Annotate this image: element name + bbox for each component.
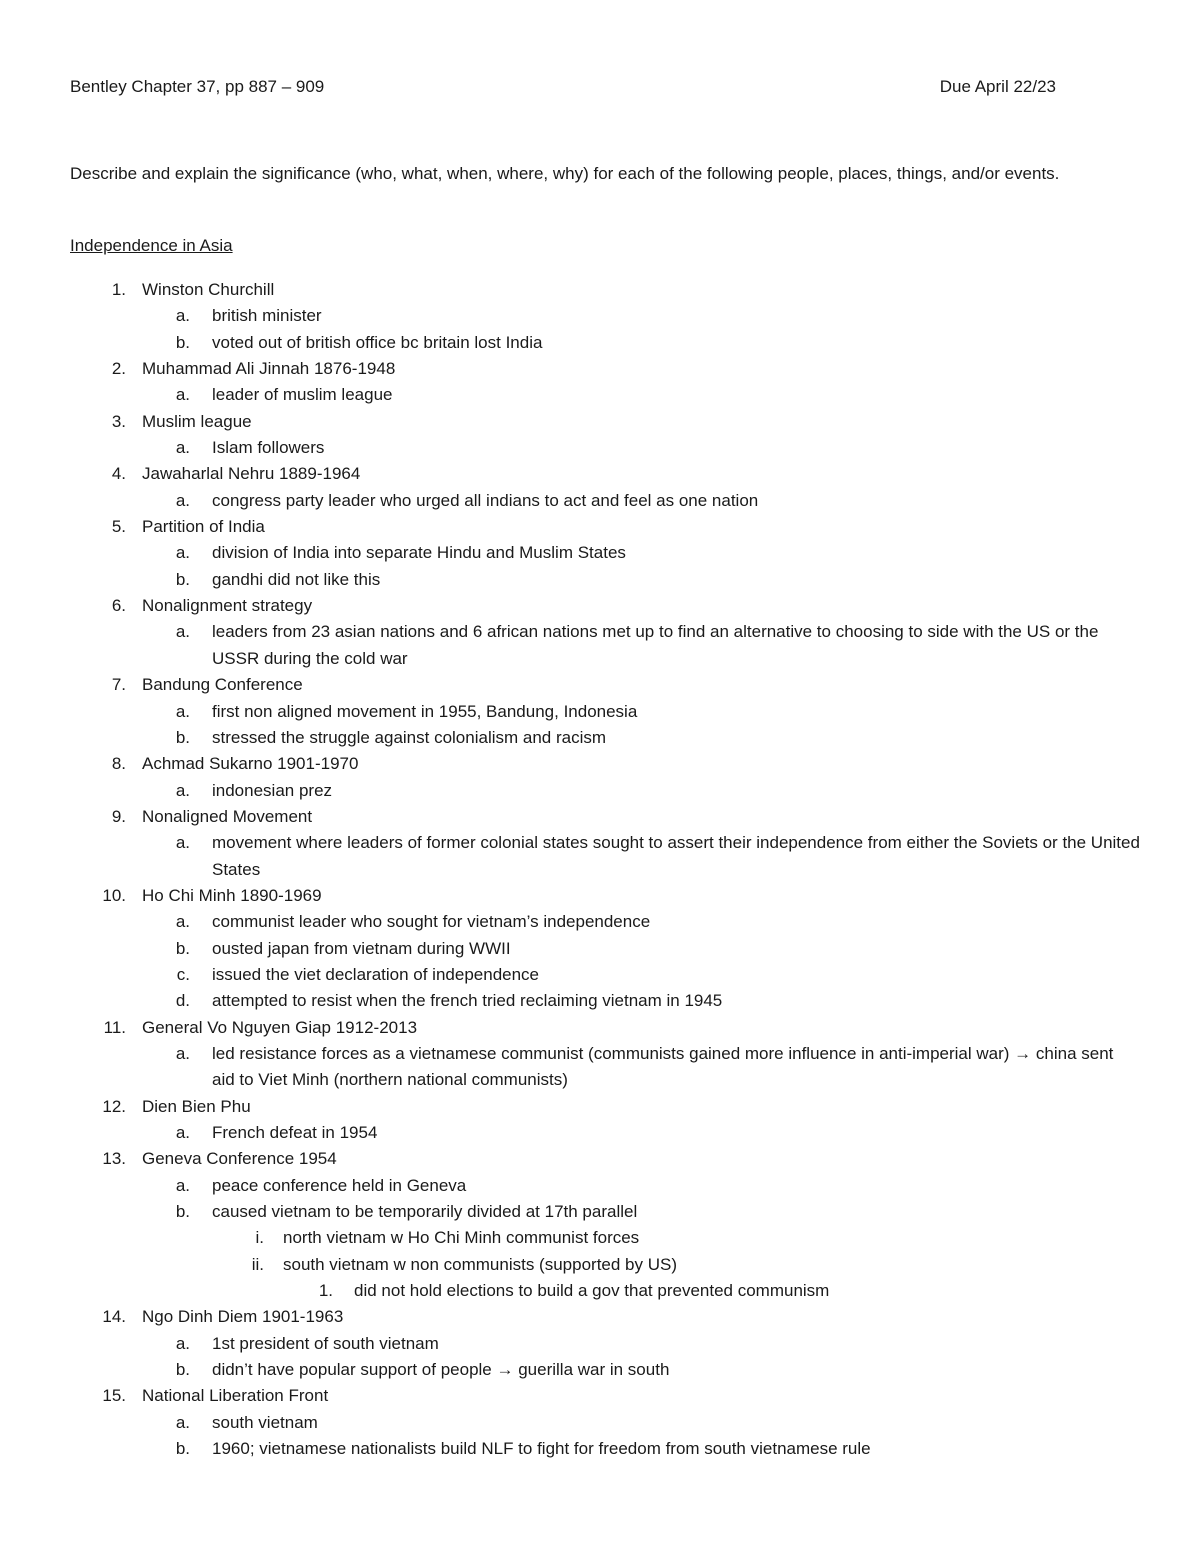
outline-note [70,778,1140,804]
outline-marker: b. [175,727,190,747]
outline-marker: a. [175,1123,190,1142]
outline-marker: 12. [102,1096,126,1116]
outline-row [70,567,1140,593]
outline-row [70,1015,1140,1041]
outline-marker: 1. [318,1281,333,1301]
term-text: Achmad Sukarno 1901-1970 [142,754,359,774]
outline-marker: 10. [102,885,126,905]
outline-note [70,909,1140,935]
outline-sublist [70,1120,1140,1146]
note-text: leaders from 23 asian nations and 6 african nations met up to find an alternative to choosing to side with the US or the USSR during the cold war [212,622,1099,668]
outline-row [70,751,1140,777]
note-text: british minister [212,306,322,326]
note-text: voted out of british office bc britain lost India [212,332,543,352]
outline-note [70,725,1140,751]
outline-note [70,567,1140,593]
outline-sublist [70,382,1140,408]
outline-note [70,488,1140,514]
outline-marker: 8. [111,754,126,774]
outline-marker: b. [175,1202,190,1222]
outline-marker: b. [175,569,190,589]
outline-sublist [70,1173,1140,1305]
outline-term [70,356,1140,409]
outline-marker: a. [175,385,190,405]
outline-marker: a. [175,1412,190,1432]
outline-note [70,830,1140,883]
outline-term [70,461,1140,514]
note-text: led resistance forces as a vietnamese communist (communists gained more influence in anti-imperial war) → china sent aid to Viet Minh (northern national communists) [212,1043,1114,1090]
outline-row [70,804,1140,830]
outline-marker: a. [175,306,190,326]
outline-note [70,303,1140,329]
outline-sublist [70,1331,1140,1384]
outline-marker: 11. [103,1017,126,1037]
outline-row [70,1120,1140,1146]
outline-marker: 15. [102,1386,126,1406]
outline-term [70,1304,1140,1383]
outline-term [70,804,1140,883]
outline-marker: 1. [111,280,126,299]
outline-marker: a. [175,1333,190,1353]
outline-term [70,1094,1140,1147]
outline-term [70,1383,1140,1462]
outline-row [70,1094,1140,1120]
outline-note [70,1120,1140,1146]
note-text: Islam followers [212,438,325,458]
page-header [70,74,1056,100]
outline-marker: i. [255,1228,264,1248]
outline-term [70,672,1140,751]
outline-marker: a. [175,1175,190,1195]
due-date: Due April 22/23 [939,77,1056,96]
outline-sublist [70,303,1140,356]
outline-row [70,1331,1140,1357]
outline-sublist [70,619,1140,672]
term-text: Dien Bien Phu [142,1096,251,1116]
outline-marker: a. [175,912,190,932]
outline-term [70,751,1140,804]
term-text: Winston Churchill [142,280,275,299]
outline-row [70,1383,1140,1409]
outline-term [70,514,1140,593]
term-text: Muslim league [142,411,252,431]
outline-marker: b. [175,938,190,958]
outline-row [70,1278,1140,1304]
outline-note [70,1278,1140,1304]
outline-note [70,1410,1140,1436]
outline-note [70,435,1140,461]
outline-row [70,540,1140,566]
outline-marker: 14. [102,1307,126,1327]
outline-list [70,277,1140,1462]
note-text: indonesian prez [212,780,333,800]
outline-marker: a. [175,438,190,458]
note-text: 1st president of south vietnam [212,1333,439,1353]
outline-note [70,619,1140,672]
outline-note [70,936,1140,962]
outline-note [70,1041,1140,1094]
outline-marker: 5. [111,517,126,537]
outline-row [70,514,1140,540]
note-text: ousted japan from vietnam during WWII [212,938,511,958]
note-text: 1960; vietnamese nationalists build NLF to fight for freedom from south vietnamese rule [212,1439,871,1459]
outline-row [70,277,1140,303]
note-text: issued the viet declaration of independence [212,964,540,984]
note-text: north vietnam w Ho Chi Minh communist forces [283,1228,640,1248]
outline-note [70,1225,1140,1251]
outline-row [70,1357,1140,1383]
outline-sublist [70,778,1140,804]
outline-marker: a. [175,490,190,510]
note-text: gandhi did not like this [212,569,381,589]
outline-note [70,1199,1140,1304]
outline-row [70,435,1140,461]
term-text: Geneva Conference 1954 [142,1149,337,1169]
outline-sublist [70,1041,1140,1094]
outline-row [70,330,1140,356]
outline-term [70,277,1140,356]
outline-sublist [70,488,1140,514]
term-text: Bandung Conference [142,675,303,695]
outline-marker: c. [176,964,190,984]
outline-row [70,988,1140,1014]
outline-row [70,461,1140,487]
outline-note [70,1331,1140,1357]
outline-marker: a. [175,1043,190,1063]
outline-sublist [70,699,1140,752]
outline-sublist [70,435,1140,461]
outline-term [70,593,1140,672]
term-text: Muhammad Ali Jinnah 1876-1948 [142,359,396,379]
term-text: Ho Chi Minh 1890-1969 [142,885,322,905]
outline-row [70,909,1140,935]
outline-row [70,356,1140,382]
note-text: congress party leader who urged all indians to act and feel as one nation [212,490,759,510]
outline-sublist [70,1278,1140,1304]
outline-row [70,962,1140,988]
outline-row [70,488,1140,514]
outline-note [70,1357,1140,1383]
outline-term [70,1146,1140,1304]
term-text: Jawaharlal Nehru 1889-1964 [142,464,361,484]
outline-sublist [70,830,1140,883]
note-text: didn’t have popular support of people → guerilla war in south [212,1360,670,1380]
note-text: division of India into separate Hindu and Muslim States [212,543,626,563]
note-text: peace conference held in Geneva [212,1175,467,1195]
outline-row [70,778,1140,804]
term-text: Ngo Dinh Diem 1901-1963 [142,1307,344,1327]
note-text: movement where leaders of former colonial states sought to assert their independence from either the Soviets or the United States [212,833,1140,879]
outline-row [70,1199,1140,1225]
note-text: French defeat in 1954 [212,1123,378,1142]
outline-row [70,1041,1140,1094]
outline-term [70,409,1140,462]
outline-marker: 6. [111,596,126,616]
outline-sublist [70,1225,1140,1304]
outline-row [70,1436,1140,1462]
section-title: Independence in Asia [70,236,233,255]
outline-note [70,988,1140,1014]
chapter-reference: Bentley Chapter 37, pp 887 – 909 [70,77,325,96]
outline-marker: b. [175,332,190,352]
outline-note [70,1173,1140,1199]
note-text: south vietnam [212,1412,318,1432]
outline-marker: a. [175,543,190,563]
term-text: National Liberation Front [142,1386,329,1406]
note-text: caused vietnam to be temporarily divided at 17th parallel [212,1202,638,1222]
outline-marker: a. [175,833,190,853]
outline-row [70,409,1140,435]
note-text: leader of muslim league [212,385,393,405]
outline-marker: 13. [102,1149,126,1169]
term-text: Partition of India [142,517,265,537]
outline-marker: 4. [111,464,126,484]
term-text: General Vo Nguyen Giap 1912-2013 [142,1017,418,1037]
outline-note [70,330,1140,356]
outline-sublist [70,1410,1140,1463]
outline-note [70,540,1140,566]
outline-row [70,883,1140,909]
note-text: attempted to resist when the french tried reclaiming vietnam in 1945 [212,991,723,1011]
note-text: communist leader who sought for vietnam’s independence [212,912,651,932]
outline-term [70,883,1140,1015]
outline-note [70,699,1140,725]
outline-note [70,382,1140,408]
outline-marker: b. [175,1439,190,1459]
outline-row [70,593,1140,619]
outline-marker: 2. [111,359,126,379]
outline-marker: 3. [111,411,126,431]
outline-note [70,1252,1140,1305]
outline-marker: 7. [111,675,126,695]
outline-row [70,1146,1140,1172]
outline-row [70,1252,1140,1278]
outline-marker: a. [175,780,190,800]
outline-row [70,672,1140,698]
outline-row [70,1410,1140,1436]
outline-row [70,382,1140,408]
outline-marker: 9. [111,806,126,826]
term-text: Nonalignment strategy [142,596,313,616]
outline-note [70,962,1140,988]
outline-marker: b. [175,1360,190,1380]
outline-row [70,1225,1140,1251]
outline-marker: d. [175,991,190,1011]
outline-marker: a. [175,701,190,721]
outline-row [70,830,1140,883]
outline-row [70,1304,1140,1330]
outline-row [70,619,1140,672]
outline-note [70,1436,1140,1462]
note-text: first non aligned movement in 1955, Bandung, Indonesia [212,701,638,721]
outline-sublist [70,540,1140,593]
outline-marker: a. [175,622,190,642]
outline-marker: ii. [251,1254,264,1274]
note-text: stressed the struggle against colonialism and racism [212,727,607,747]
term-text: Nonaligned Movement [142,806,313,826]
outline-term [70,1015,1140,1094]
note-text: south vietnam w non communists (supported by US) [283,1254,678,1274]
outline-row [70,699,1140,725]
instructions-paragraph: Describe and explain the significance (who, what, when, where, why) for each of the following people, places, things, and/or events. [70,164,1060,183]
outline-row [70,936,1140,962]
outline-sublist [70,909,1140,1014]
outline-row [70,303,1140,329]
outline-row [70,1173,1140,1199]
note-text: did not hold elections to build a gov that prevented communism [354,1281,830,1301]
outline-row [70,725,1140,751]
